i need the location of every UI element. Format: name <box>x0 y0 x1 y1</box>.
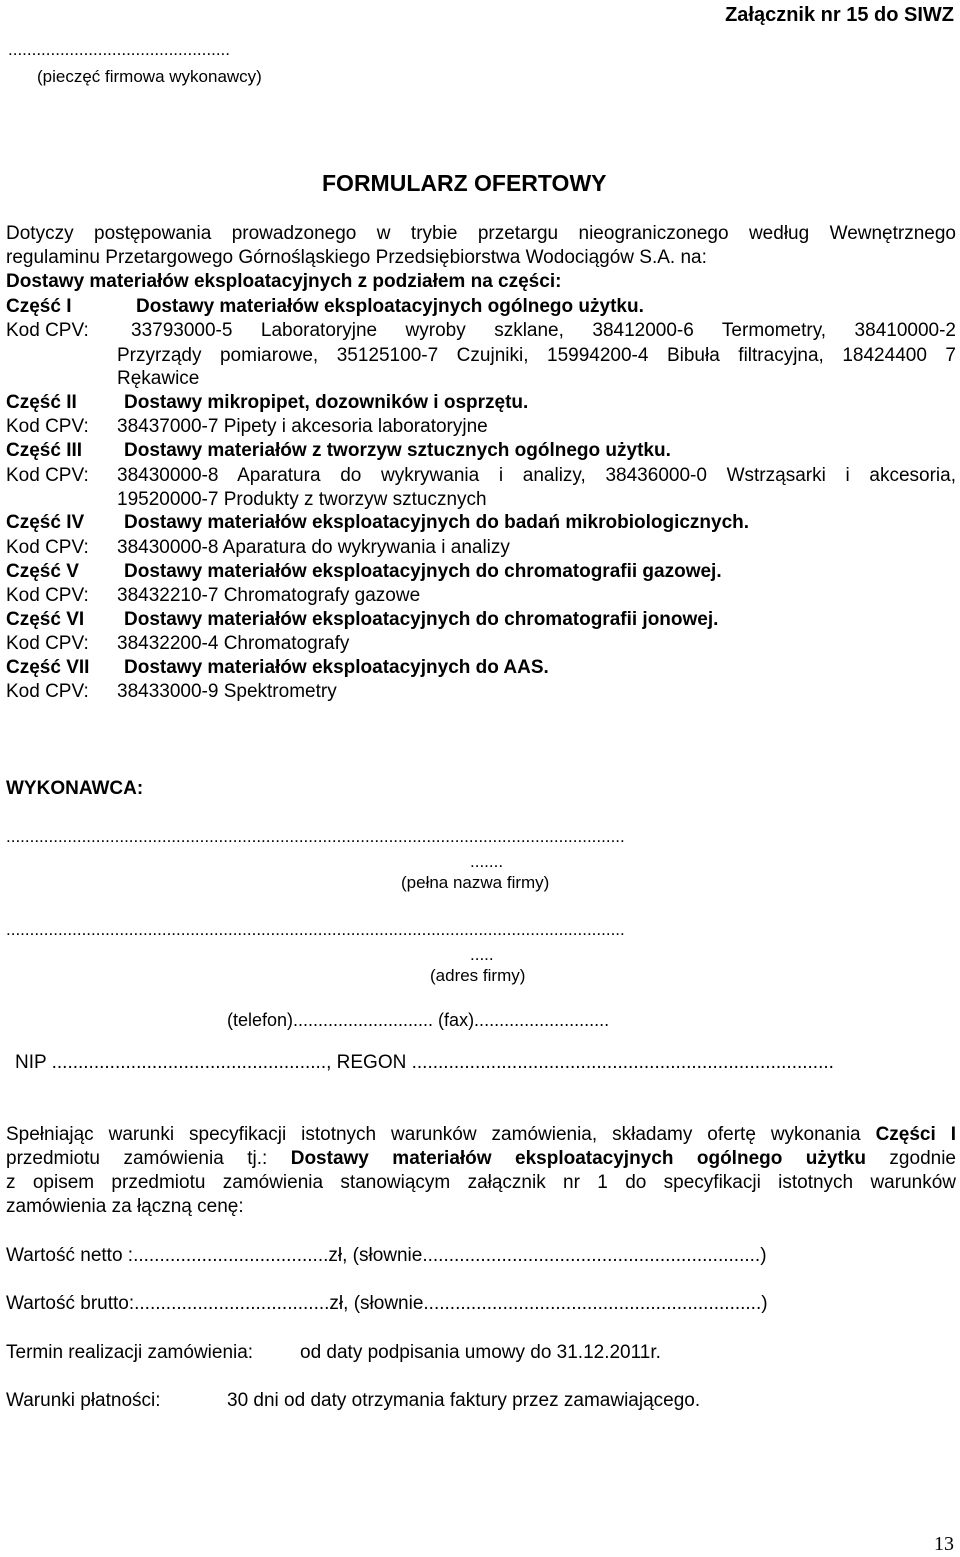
offer-text: Spełniając warunki specyfikacji istotnych warunków zamówienia, składamy ofertę wykonania <box>6 1124 876 1145</box>
offer-line-1 <box>6 1124 956 1146</box>
cpv-line: 38432200-4 Chromatografy <box>117 633 350 654</box>
part-title: Dostawy mikropipet, dozowników i osprzętu. <box>124 392 529 413</box>
cpv-line: Rękawice <box>117 368 200 389</box>
company-name-caption: (pełna nazwa firmy) <box>401 873 550 892</box>
gross-price-field[interactable]: Wartość brutto:.....................................zł, (słownie................................................................) <box>6 1293 768 1314</box>
part-title: Dostawy materiałów z tworzyw sztucznych ogólnego użytku. <box>124 440 671 461</box>
cpv-label: Kod CPV: <box>6 681 89 702</box>
company-address-field[interactable]: ................................................................................................................................... <box>6 920 625 939</box>
offer-part: Części I <box>875 1124 956 1145</box>
offer-subject: Dostawy materiałów eksploatacyjnych ogólnego użytku <box>290 1148 866 1169</box>
part-title: Dostawy materiałów eksploatacyjnych do chromatografii jonowej. <box>124 609 719 630</box>
cpv-line: 38430000-8 Aparatura do wykrywania i analizy <box>117 537 510 558</box>
offer-line-2 <box>6 1148 956 1170</box>
offer-line-4: zamówienia za łączną cenę: <box>6 1196 244 1217</box>
attachment-label: Załącznik nr 15 do SIWZ <box>725 4 954 26</box>
offer-text: zgodnie <box>865 1148 956 1169</box>
offer-line-3: z opisem przedmiotu zamówienia stanowiącym załącznik nr 1 do specyfikacji istotnych warunków <box>6 1172 956 1193</box>
part-label: Część V <box>6 561 79 582</box>
nip-regon-field[interactable]: NIP ...................................................., REGON ................................................................................ <box>15 1052 834 1073</box>
phone-fax-field[interactable]: (telefon)............................ (fax)........................... <box>227 1010 610 1030</box>
stamp-dots: ............................................... <box>8 40 230 59</box>
cpv-line: Przyrządy pomiarowe, 35125100-7 Czujniki, 15994200-4 Bibuła filtracyjna, 18424400 7 <box>117 345 956 366</box>
part-title: Dostawy materiałów eksploatacyjnych do badań mikrobiologicznych. <box>124 512 750 533</box>
intro-subject: Dostawy materiałów eksploatacyjnych z podziałem na części: <box>6 271 562 292</box>
company-address-field-end: ..... <box>470 945 494 964</box>
part-label: Część III <box>6 440 83 461</box>
deadline-label: Termin realizacji zamówienia: <box>6 1342 254 1363</box>
part-title: Dostawy materiałów eksploatacyjnych ogólnego użytku. <box>136 296 644 317</box>
company-name-field-end: ....... <box>470 852 504 871</box>
deadline-value: od daty podpisania umowy do 31.12.2011r. <box>300 1342 661 1363</box>
cpv-label: Kod CPV: <box>6 416 89 437</box>
payment-label: Warunki płatności: <box>6 1390 161 1411</box>
company-name-field[interactable]: ................................................................................................................................... <box>6 827 625 846</box>
intro-line-1: Dotyczy postępowania prowadzonego w trybie przetargu nieograniczonego według Wewnętrznego <box>6 223 956 244</box>
page-number: 13 <box>934 1533 954 1555</box>
cpv-label: Kod CPV: <box>6 585 89 606</box>
cpv-line: 19520000-7 Produkty z tworzyw sztucznych <box>117 489 487 510</box>
cpv-line: 38437000-7 Pipety i akcesoria laboratoryjne <box>117 416 488 437</box>
stamp-caption: (pieczęć firmowa wykonawcy) <box>37 67 262 86</box>
part-title: Dostawy materiałów eksploatacyjnych do chromatografii gazowej. <box>124 561 722 582</box>
payment-value: 30 dni od daty otrzymania faktury przez zamawiającego. <box>227 1390 701 1411</box>
cpv-line: 33793000-5 Laboratoryjne wyroby szklane, 38412000-6 Termometry, 38410000-2 <box>131 320 956 341</box>
part-title: Dostawy materiałów eksploatacyjnych do AAS. <box>124 657 549 678</box>
cpv-line: 38432210-7 Chromatografy gazowe <box>117 585 421 606</box>
part-label: Część VII <box>6 657 90 678</box>
part-label: Część VI <box>6 609 85 630</box>
contractor-heading: WYKONAWCA: <box>6 778 144 799</box>
offer-text: przedmiotu zamówienia tj.: <box>6 1148 291 1169</box>
part-label: Część IV <box>6 512 85 533</box>
company-address-caption: (adres firmy) <box>430 966 526 985</box>
cpv-label: Kod CPV: <box>6 465 89 486</box>
part-label: Część II <box>6 392 77 413</box>
cpv-line: 38433000-9 Spektrometry <box>117 681 337 702</box>
cpv-line: 38430000-8 Aparatura do wykrywania i analizy, 38436000-0 Wstrząsarki i akcesoria, <box>117 465 956 486</box>
intro-line-2: regulaminu Przetargowego Górnośląskiego Przedsiębiorstwa Wodociągów S.A. na: <box>6 247 707 268</box>
cpv-label: Kod CPV: <box>6 537 89 558</box>
cpv-label: Kod CPV: <box>6 320 89 341</box>
net-price-field[interactable]: Wartość netto :.....................................zł, (słownie................................................................) <box>6 1245 767 1266</box>
part-label: Część I <box>6 296 72 317</box>
cpv-label: Kod CPV: <box>6 633 89 654</box>
page-title: FORMULARZ OFERTOWY <box>322 170 607 196</box>
